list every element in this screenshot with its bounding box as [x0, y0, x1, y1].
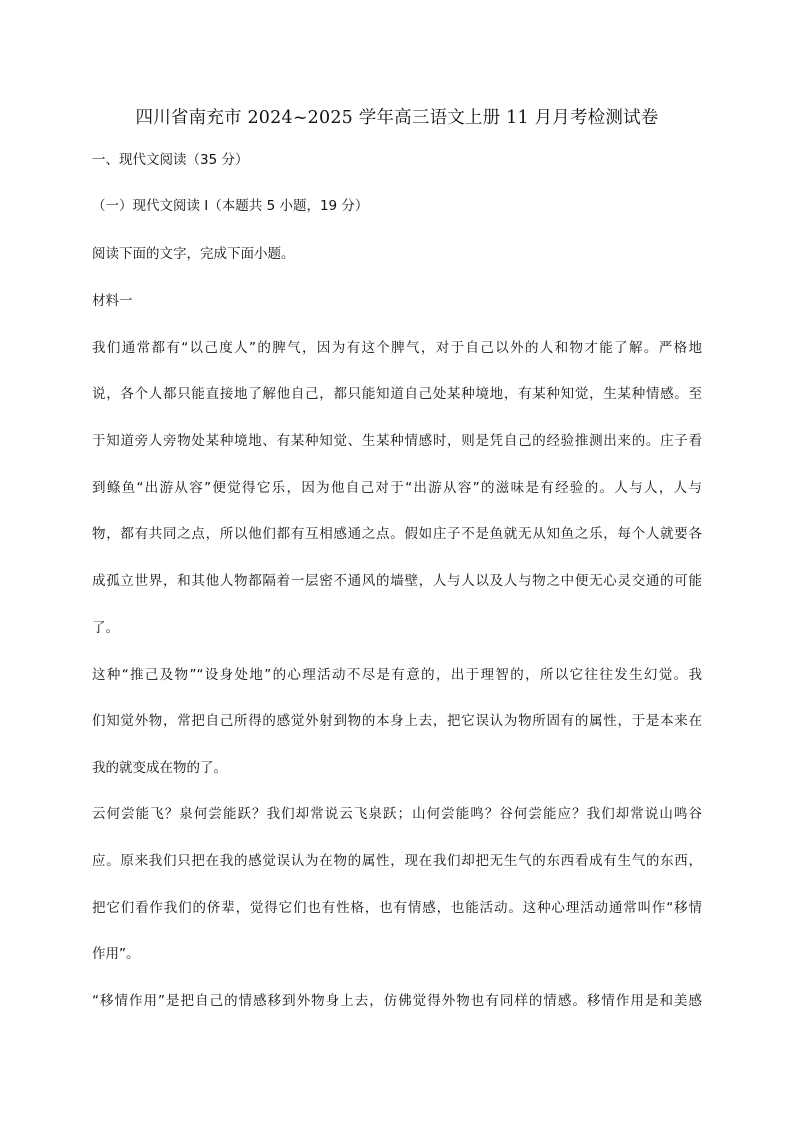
paragraph-line: 成孤立世界，和其他人物都隔着一层密不通风的墙壁，人与人以及人与物之中便无心灵交通的可能: [92, 573, 702, 589]
paragraph-line: 作用”。: [92, 946, 140, 962]
section-heading: 一、现代文阅读（35 分）: [92, 152, 249, 168]
paragraph-line: 这种“推己及物”“设身处地”的心理活动不尽是有意的，出于理智的，所以它往往发生幻觉。我: [92, 667, 702, 683]
paragraph-line: 们知觉外物，常把自己所得的感觉外射到物的本身上去，把它误认为物所固有的属性，于是本来在: [92, 713, 702, 729]
paragraph-line: 说，各个人都只能直接地了解他自己，都只能知道自己处某种境地，有某种知觉，生某种情感。至: [92, 386, 702, 402]
paragraph-line: 云何尝能飞？泉何尝能跃？我们却常说云飞泉跃；山何尝能鸣？谷何尝能应？我们却常说山鸣谷: [92, 806, 702, 822]
paragraph-line: “移情作用”是把自己的情感移到外物身上去，仿佛觉得外物也有同样的情感。移情作用是和美感: [92, 993, 702, 1009]
paragraph-line: 物，都有共同之点，所以他们都有互相感通之点。假如庄子不是鱼就无从知鱼之乐，每个人就要各: [92, 526, 702, 542]
paragraph-line: 我的就变成在物的了。: [92, 760, 227, 776]
material-label: 材料一: [92, 293, 133, 309]
paragraph-line: 我们通常都有“以己度人”的脾气，因为有这个脾气，对于自己以外的人和物才能了解。严格地: [92, 340, 702, 356]
paragraph-line: 把它们看作我们的侪辈，觉得它们也有性格，也有情感，也能活动。这种心理活动通常叫作“移情: [92, 900, 702, 916]
paragraph-line: 到鲦鱼“出游从容”便觉得它乐，因为他自己对于“出游从容”的滋味是有经验的。人与人，人与: [92, 480, 702, 496]
subsection-heading: （一）现代文阅读 Ⅰ（本题共 5 小题，19 分）: [92, 198, 369, 214]
paragraph-line: 了。: [92, 620, 119, 636]
paragraph-line: 于知道旁人旁物处某种境地、有某种知觉、生某种情感时，则是凭自己的经验推测出来的。庄子看: [92, 433, 702, 449]
paragraph-line: 应。原来我们只把在我的感觉误认为在物的属性，现在我们却把无生气的东西看成有生气的东西，: [92, 853, 702, 869]
page-title: 四川省南充市 2024~2025 学年高三语文上册 11 月月考检测试卷: [135, 108, 659, 128]
instruction-text: 阅读下面的文字，完成下面小题。: [92, 246, 295, 262]
